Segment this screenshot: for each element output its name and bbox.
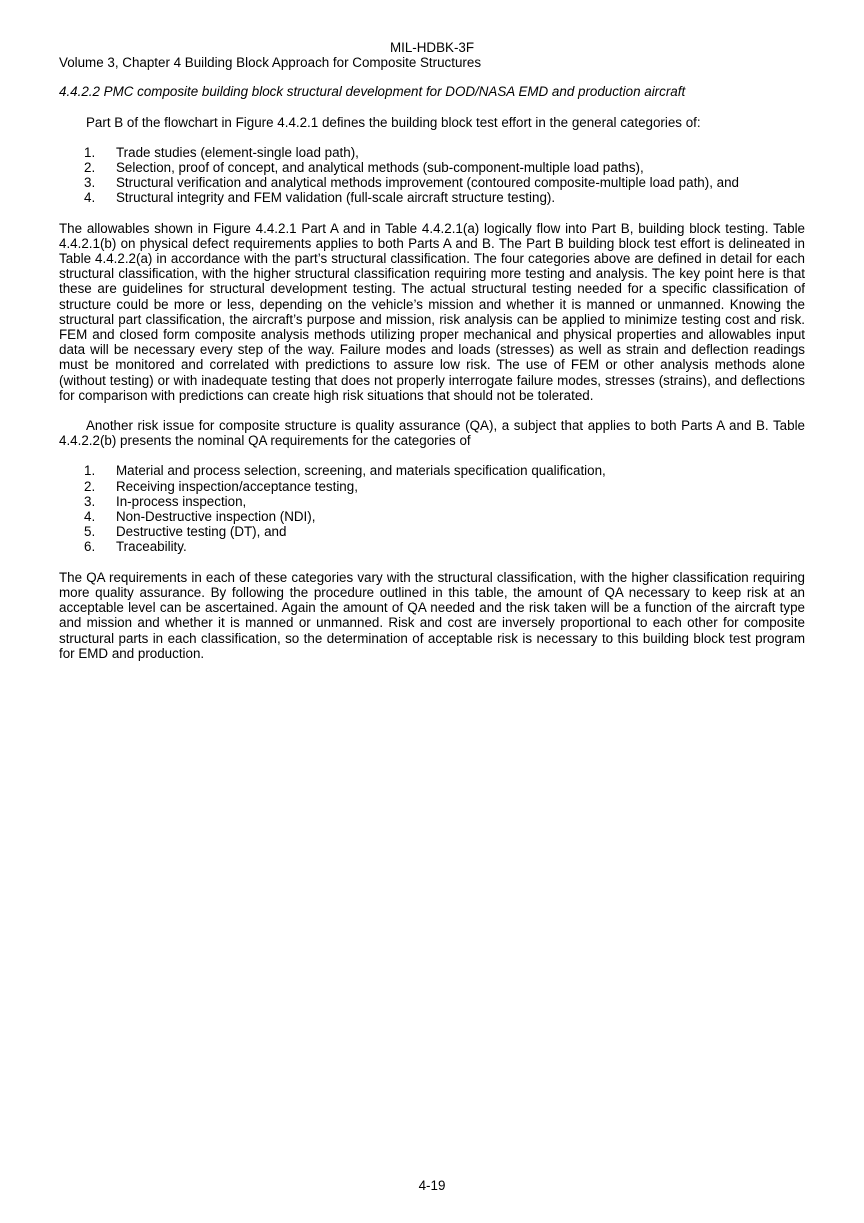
- list-number: 4.: [84, 509, 96, 525]
- paragraph-allowables: The allowables shown in Figure 4.4.2.1 Part A and in Table 4.4.2.1(a) logically flow into Part B, building block testing. Table 4.4.2.1(b) on physical defect requirements applies to both Parts A and B. The Part B building block test effort is delineated in Table 4.4.2.2(a) in accordance with the part’s structural classification. The four categories above are defined in detail for each structural classification, with the higher structural classification requiring more testing and analysis. The key point here is that these are guidelines for structural development testing. The actual structural testing needed for a specific classification of structure could be more or less, depending on the vehicle’s mission and whether it is manned or unmanned. Knowing the structural part classification, the aircraft’s purpose and mission, risk analysis can be applied to minimize testing cost and risk. FEM and closed form composite analysis methods utilizing proper mechanical and physical properties and allowables input data will be necessary every step of the way. Failure modes and loads (stresses) as well as strain and deflection readings must be monitored and correlated with predictions to assure low risk. The use of FEM or other analysis methods alone (without testing) or with inadequate testing that does not properly interrogate failure modes, stresses (strains), and deflections for comparison with predictions can create high risk situations that should not be tolerated.: [59, 220, 805, 403]
- list-text: Selection, proof of concept, and analytical methods (sub-component-multiple load paths),: [116, 160, 644, 176]
- section-title: 4.4.2.2 PMC composite building block structural development for DOD/NASA EMD and production aircraft: [59, 84, 686, 100]
- list-text: Non-Destructive inspection (NDI),: [116, 509, 316, 525]
- list-item: [59, 463, 805, 478]
- qa-categories-list: [59, 463, 805, 554]
- list-text: Destructive testing (DT), and: [116, 524, 287, 540]
- list-number: 5.: [84, 524, 96, 540]
- list-number: 2.: [84, 160, 96, 176]
- document-page: [59, 40, 805, 661]
- chapter-header: Volume 3, Chapter 4 Building Block Approach for Composite Structures: [59, 55, 482, 71]
- list-number: 6.: [84, 539, 96, 555]
- building-block-categories-list: [59, 145, 805, 206]
- list-text: Receiving inspection/acceptance testing,: [116, 478, 358, 494]
- list-item: [59, 190, 805, 205]
- paragraph-qa-requirements: The QA requirements in each of these categories vary with the structural classification, with the higher classification requiring more quality assurance. By following the procedure outlined in this table, the amount of QA necessary to keep risk at an acceptable level can be ascertained. Again the amount of QA needed and the risk taken will be a function of the aircraft type and mission and whether it is manned or unmanned. Risk and cost are inversely proportional to each other for composite structural parts in each classification, so the determination of acceptable risk is necessary to this building block test program for EMD and production.: [59, 569, 805, 661]
- list-item: [59, 160, 805, 175]
- list-number: 4.: [84, 190, 96, 206]
- list-item: [59, 539, 805, 554]
- list-text: Material and process selection, screening, and materials specification qualification,: [116, 463, 606, 479]
- list-text: Traceability.: [116, 539, 187, 555]
- document-id: MIL-HDBK-3F: [389, 40, 475, 55]
- list-item: [59, 145, 805, 160]
- list-item: [59, 494, 805, 509]
- list-number: 1.: [84, 463, 96, 479]
- list-number: 2.: [84, 478, 96, 494]
- list-text: In-process inspection,: [116, 493, 247, 509]
- list-text: Structural integrity and FEM validation (full-scale aircraft structure testing).: [116, 190, 556, 206]
- list-item: [59, 479, 805, 494]
- list-number: 3.: [84, 493, 96, 509]
- paragraph-quality-assurance: Another risk issue for composite structure is quality assurance (QA), a subject that applies to both Parts A and B. Table 4.4.2.2(b) presents the nominal QA requirements for the categories of: [59, 418, 805, 449]
- page-number: 4-19: [418, 1178, 446, 1193]
- list-text: Structural verification and analytical methods improvement (contoured composite-multiple load path), and: [116, 175, 739, 191]
- paragraph-part-b: Part B of the flowchart in Figure 4.4.2.1 defines the building block test effort in the general categories of:: [86, 114, 701, 130]
- list-number: 1.: [84, 144, 96, 160]
- list-item: [59, 175, 805, 190]
- list-item: [59, 509, 805, 524]
- list-item: [59, 524, 805, 539]
- list-text: Trade studies (element-single load path),: [116, 144, 359, 160]
- list-number: 3.: [84, 175, 96, 191]
